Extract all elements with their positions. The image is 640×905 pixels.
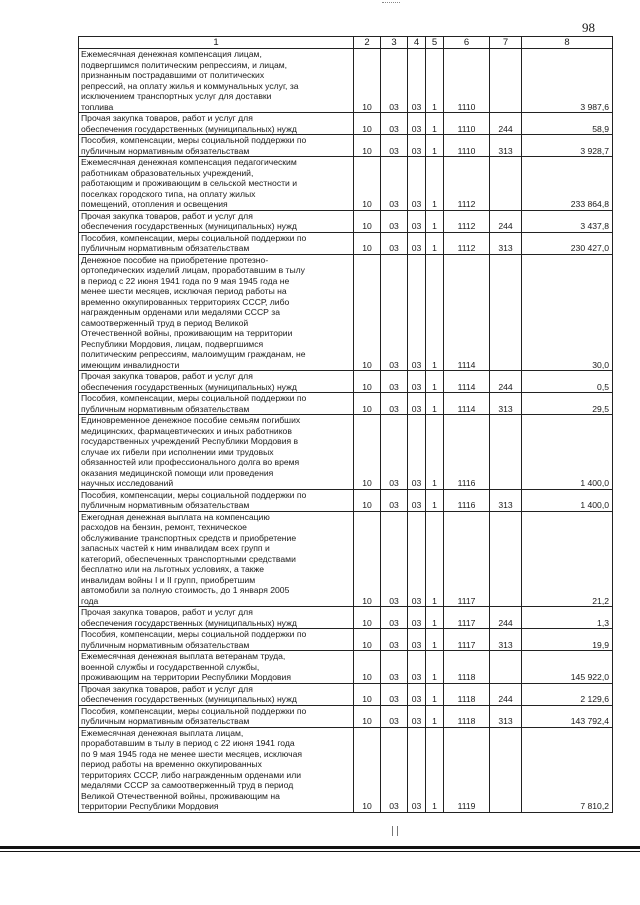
row-amount: 58,9 [522, 113, 613, 135]
row-code: 1114 [444, 371, 490, 393]
row-description: Ежегодная денежная выплата на компенсацию расходов на бензин, ремонт, техническое обслуживание транспортных средств и приобретение запасных частей к ним инвалидам всех групп и категорий, обеспеченных транспортными средствами бесплатно или на льготных условиях, а также инвалидам войны I и II групп, приобретшим автомобили за полную стоимость, до 1 января 2005 года [79, 511, 354, 607]
row-code: 03 [408, 651, 426, 684]
row-description: Прочая закупка товаров, работ и услуг для обеспечения государственных (муниципальных) нужд [79, 113, 354, 135]
row-code: 1 [426, 705, 444, 727]
row-code: 03 [381, 393, 408, 415]
row-code: 1114 [444, 393, 490, 415]
row-code: 1112 [444, 210, 490, 232]
row-code: 03 [408, 113, 426, 135]
row-code: 03 [408, 415, 426, 490]
column-header: 4 [408, 37, 426, 49]
row-code: 03 [408, 135, 426, 157]
row-code: 1 [426, 232, 444, 254]
row-code: 10 [354, 254, 381, 371]
column-header: 7 [490, 37, 522, 49]
bottom-rule-thin [0, 851, 640, 852]
row-code: 1119 [444, 727, 490, 812]
row-code: 03 [381, 210, 408, 232]
row-code: 313 [490, 489, 522, 511]
row-code: 03 [381, 683, 408, 705]
row-code: 1 [426, 629, 444, 651]
row-code: 03 [408, 232, 426, 254]
row-description: Ежемесячная денежная выплата ветеранам труда, военной службы и государственной службы, проживающим на территории Республики Мордовия [79, 651, 354, 684]
table-body [79, 49, 613, 813]
table-header-row [79, 37, 613, 49]
row-code: 1117 [444, 607, 490, 629]
row-description: Ежемесячная денежная выплата лицам, проработавшим в тылу в период с 22 июня 1941 года по 9 мая 1945 года не менее шести месяцев, исключая период работы на временно оккупированных территориях СССР, либо награжденным орденами или медалями СССР за самоотверженный труд в период Великой Отечественной войны, проживающим на территории Республики Мордовия [79, 727, 354, 812]
row-code: 1 [426, 157, 444, 211]
row-amount: 233 864,8 [522, 157, 613, 211]
row-code: 10 [354, 683, 381, 705]
row-code: 1114 [444, 254, 490, 371]
table-row [79, 629, 613, 651]
row-amount: 3 437,8 [522, 210, 613, 232]
row-code: 244 [490, 113, 522, 135]
row-code [490, 651, 522, 684]
row-code: 1 [426, 135, 444, 157]
row-code: 10 [354, 415, 381, 490]
pen-mark [392, 826, 398, 836]
row-amount: 0,5 [522, 371, 613, 393]
row-code: 1 [426, 511, 444, 607]
bottom-rule [0, 846, 640, 849]
column-header: 5 [426, 37, 444, 49]
row-code [490, 49, 522, 113]
row-code: 03 [408, 683, 426, 705]
row-code: 313 [490, 629, 522, 651]
row-code: 1 [426, 393, 444, 415]
row-code [490, 254, 522, 371]
row-code: 1112 [444, 232, 490, 254]
row-code: 10 [354, 232, 381, 254]
row-amount: 230 427,0 [522, 232, 613, 254]
row-amount: 1 400,0 [522, 415, 613, 490]
table-row [79, 607, 613, 629]
row-code: 03 [381, 113, 408, 135]
row-description: Пособия, компенсации, меры социальной поддержки по публичным нормативным обязательствам [79, 135, 354, 157]
table-row [79, 727, 613, 812]
table-row [79, 135, 613, 157]
row-code: 1117 [444, 629, 490, 651]
row-code: 1 [426, 489, 444, 511]
row-code: 03 [408, 629, 426, 651]
row-code: 244 [490, 210, 522, 232]
row-code: 10 [354, 393, 381, 415]
row-code: 10 [354, 705, 381, 727]
row-code: 1118 [444, 651, 490, 684]
budget-table [78, 36, 613, 813]
column-header: 6 [444, 37, 490, 49]
row-description: Пособия, компенсации, меры социальной поддержки по публичным нормативным обязательствам [79, 232, 354, 254]
row-code: 313 [490, 705, 522, 727]
row-code [490, 727, 522, 812]
row-description: Ежемесячная денежная компенсация педагогическим работникам образовательных учреждений, работающим и проживающим в сельской местности и поселках городского типа, на оплату жилых помещений, отопления и освещения [79, 157, 354, 211]
row-code: 03 [408, 705, 426, 727]
row-code: 10 [354, 629, 381, 651]
column-header: 8 [522, 37, 613, 49]
row-code: 1 [426, 727, 444, 812]
row-amount: 30,0 [522, 254, 613, 371]
row-code: 1110 [444, 113, 490, 135]
row-code: 313 [490, 135, 522, 157]
row-description: Прочая закупка товаров, работ и услуг для обеспечения государственных (муниципальных) нужд [79, 371, 354, 393]
row-code: 1116 [444, 415, 490, 490]
row-amount: 145 922,0 [522, 651, 613, 684]
row-code: 10 [354, 49, 381, 113]
row-description: Прочая закупка товаров, работ и услуг для обеспечения государственных (муниципальных) нужд [79, 683, 354, 705]
row-code: 03 [381, 607, 408, 629]
row-amount: 29,5 [522, 393, 613, 415]
row-code: 03 [381, 489, 408, 511]
table-row [79, 415, 613, 490]
row-code: 1110 [444, 49, 490, 113]
row-code: 244 [490, 683, 522, 705]
row-code: 03 [408, 511, 426, 607]
row-description: Пособия, компенсации, меры социальной поддержки по публичным нормативным обязательствам [79, 705, 354, 727]
row-code: 03 [408, 489, 426, 511]
row-code: 03 [381, 371, 408, 393]
row-amount: 7 810,2 [522, 727, 613, 812]
row-code: 03 [408, 49, 426, 113]
table-row [79, 157, 613, 211]
table-row [79, 651, 613, 684]
row-code: 1110 [444, 135, 490, 157]
row-code: 1 [426, 415, 444, 490]
row-code: 03 [381, 727, 408, 812]
row-code: 03 [408, 393, 426, 415]
column-header: 3 [381, 37, 408, 49]
column-header: 2 [354, 37, 381, 49]
row-code: 03 [408, 607, 426, 629]
row-code [490, 415, 522, 490]
row-code: 1 [426, 49, 444, 113]
table-row [79, 254, 613, 371]
row-code: 10 [354, 607, 381, 629]
row-description: Пособия, компенсации, меры социальной поддержки по публичным нормативным обязательствам [79, 629, 354, 651]
table-row [79, 683, 613, 705]
row-amount: 19,9 [522, 629, 613, 651]
table-row [79, 232, 613, 254]
table-row [79, 393, 613, 415]
row-code: 03 [381, 157, 408, 211]
table-row [79, 705, 613, 727]
row-amount: 1,3 [522, 607, 613, 629]
row-description: Пособия, компенсации, меры социальной поддержки по публичным нормативным обязательствам [79, 393, 354, 415]
row-code: 03 [381, 629, 408, 651]
row-description: Ежемесячная денежная компенсация лицам, подвергшимся политическим репрессиям, и лицам, признанным пострадавшими от политических репрессий, на оплату жилья и коммунальных услуг, за исключением транспортных услуг для доставки топлива [79, 49, 354, 113]
row-code: 10 [354, 651, 381, 684]
row-code: 1112 [444, 157, 490, 211]
page-number: 98 [582, 20, 595, 35]
row-amount: 3 987,6 [522, 49, 613, 113]
row-description: Пособия, компенсации, меры социальной поддержки по публичным нормативным обязательствам [79, 489, 354, 511]
row-code: 10 [354, 157, 381, 211]
row-code: 10 [354, 489, 381, 511]
row-code: 1 [426, 607, 444, 629]
row-code: 03 [381, 135, 408, 157]
row-code: 1 [426, 254, 444, 371]
row-code: 1 [426, 210, 444, 232]
row-code: 03 [408, 371, 426, 393]
row-code: 10 [354, 727, 381, 812]
row-code: 1118 [444, 683, 490, 705]
row-amount: 3 928,7 [522, 135, 613, 157]
row-code: 03 [381, 232, 408, 254]
row-code: 10 [354, 135, 381, 157]
row-code: 03 [408, 210, 426, 232]
row-code: 1 [426, 371, 444, 393]
table-row [79, 49, 613, 113]
row-description: Единовременное денежное пособие семьям погибших медицинских, фармацевтических и иных работников государственных учреждений Республики Мордовия в случае их гибели при исполнении ими трудовых обязанностей или профессионального долга во время оказания медицинской помощи или проведения научных исследований [79, 415, 354, 490]
table-row [79, 113, 613, 135]
row-code [490, 157, 522, 211]
row-code: 03 [381, 511, 408, 607]
row-code: 1118 [444, 705, 490, 727]
row-code: 1 [426, 683, 444, 705]
row-code: 03 [408, 727, 426, 812]
row-code: 244 [490, 371, 522, 393]
row-code: 03 [381, 705, 408, 727]
table-row [79, 489, 613, 511]
row-code: 1 [426, 113, 444, 135]
row-description: Прочая закупка товаров, работ и услуг для обеспечения государственных (муниципальных) нужд [79, 607, 354, 629]
row-code: 10 [354, 371, 381, 393]
row-code: 1 [426, 651, 444, 684]
column-header: 1 [79, 37, 354, 49]
row-description: Денежное пособие на приобретение протезно- ортопедических изделий лицам, проработавшим в тылу в период с 22 июня 1941 года по 9 мая 1945 года не менее шести месяцев, исключая период работы на временно оккупированных территориях СССР, либо награжденным орденами или медалями СССР за самоотверженный труд в период Великой Отечественной войны, проживающим на территории Республики Мордовия, лицам, подвергшимся политическим репрессиям, малоимущим гражданам, не имеющим инвалидности [79, 254, 354, 371]
row-code: 244 [490, 607, 522, 629]
row-code: 03 [381, 254, 408, 371]
scan-mark [382, 2, 400, 3]
row-amount: 21,2 [522, 511, 613, 607]
row-code [490, 511, 522, 607]
row-description: Прочая закупка товаров, работ и услуг для обеспечения государственных (муниципальных) нужд [79, 210, 354, 232]
row-code: 1116 [444, 489, 490, 511]
row-code: 10 [354, 113, 381, 135]
row-code: 03 [381, 651, 408, 684]
table-row [79, 371, 613, 393]
row-amount: 143 792,4 [522, 705, 613, 727]
row-code: 10 [354, 511, 381, 607]
row-code: 10 [354, 210, 381, 232]
row-code: 313 [490, 393, 522, 415]
row-code: 03 [381, 415, 408, 490]
table-row [79, 210, 613, 232]
row-code: 313 [490, 232, 522, 254]
row-code: 03 [408, 157, 426, 211]
row-amount: 1 400,0 [522, 489, 613, 511]
row-code: 03 [381, 49, 408, 113]
table-row [79, 511, 613, 607]
row-code: 03 [408, 254, 426, 371]
row-code: 1117 [444, 511, 490, 607]
row-amount: 2 129,6 [522, 683, 613, 705]
